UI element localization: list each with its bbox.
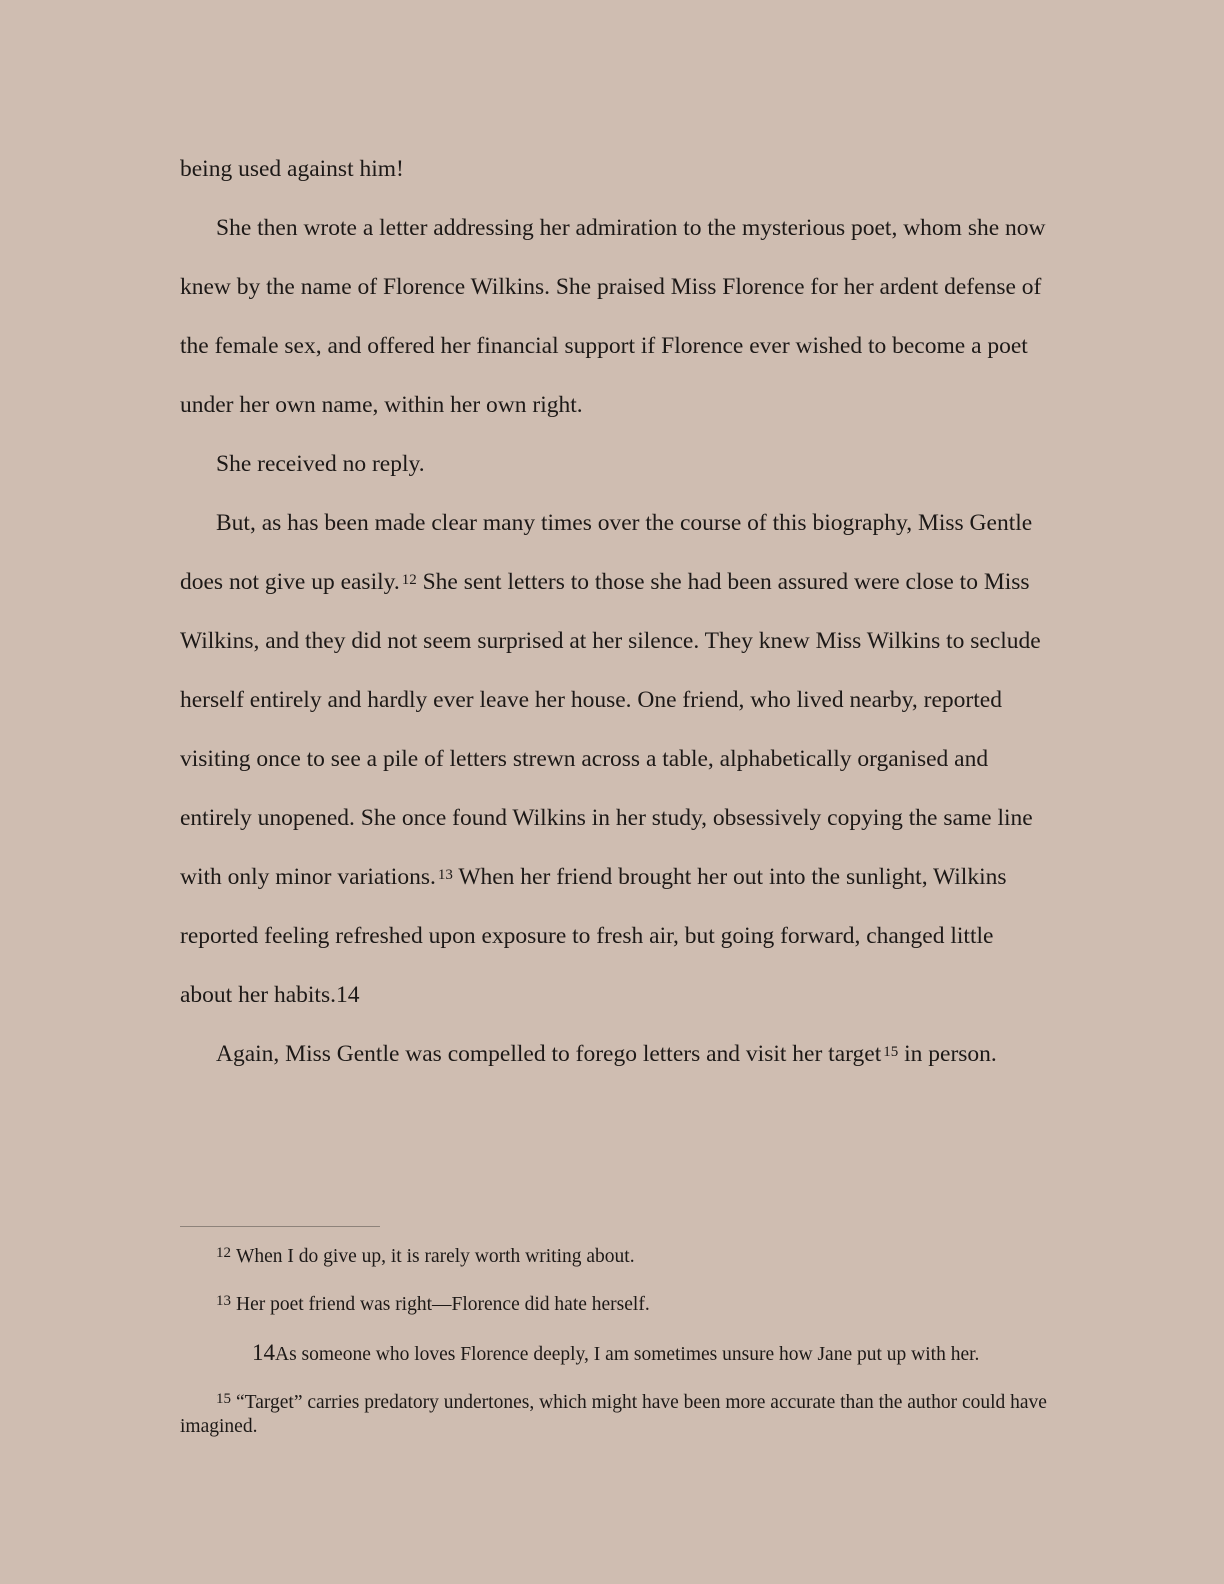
paragraph-no-reply: She received no reply. [216,451,425,477]
footnote-14 [180,1341,1050,1367]
footnote-text: As someone who loves Florence deeply, I am sometimes unsure how Jane put up with her. [275,1344,980,1365]
footnote-ref-13[interactable]: 13 [437,867,453,883]
footnote-number: 14 [252,1340,275,1365]
paragraph-text: When her friend brought her out into the sunlight, Wilkins reported feeling refreshed upon exposure to fresh air, but going forward, changed little about her habits.14 [180,864,1007,1008]
footnote-number: 15 [216,1391,231,1407]
footnote-text: When I do give up, it is rarely worth writing about. [236,1246,635,1267]
paragraph-letter: She then wrote a letter addressing her admiration to the mysterious poet, whom she now knew by the name of Florence Wilkins. She praised Miss Florence for her ardent defense of the female sex, and offered her financial support if Florence ever wished to become a poet under her own name, within her own right. [180,215,1046,418]
footnote-12 [180,1245,1050,1269]
footnote-number: 13 [216,1293,231,1309]
footnote-text: “Target” carries predatory undertones, which might have been more accurate than the author could have imagined. [180,1392,1047,1437]
paragraph-continuation: being used against him! [180,156,404,182]
paragraph-text: Again, Miss Gentle was compelled to forego letters and visit her target [216,1041,882,1067]
footnote-number: 12 [216,1245,231,1261]
footnote-text: Her poet friend was right—Florence did hate herself. [236,1294,650,1315]
footnote-divider [180,1226,380,1227]
paragraph-gentle-persists [180,494,1050,1025]
footnote-13 [180,1293,1050,1317]
paragraph-visit [180,1025,1050,1084]
footnote-ref-12[interactable]: 12 [401,572,417,588]
paragraph-text: She sent letters to those she had been assured were close to Miss Wilkins, and they did not seem surprised at her silence. They knew Miss Wilkins to seclude herself entirely and hardly ever leave her house. One friend, who lived nearby, reported visiting once to see a pile of letters strewn across a table, alphabetically organised and entirely unopened. She once found Wilkins in her study, obsessively copying the same line with only minor variations. [180,569,1041,890]
footnote-15 [180,1391,1050,1439]
paragraph-text: But, as has been made clear many times over the course of this biography, Miss Gentle does not give up easily. [180,510,1033,595]
body-text [180,140,1050,1084]
paragraph-text: in person. [898,1041,997,1067]
footnotes [180,1245,1050,1463]
footnote-ref-15[interactable]: 15 [883,1044,899,1060]
